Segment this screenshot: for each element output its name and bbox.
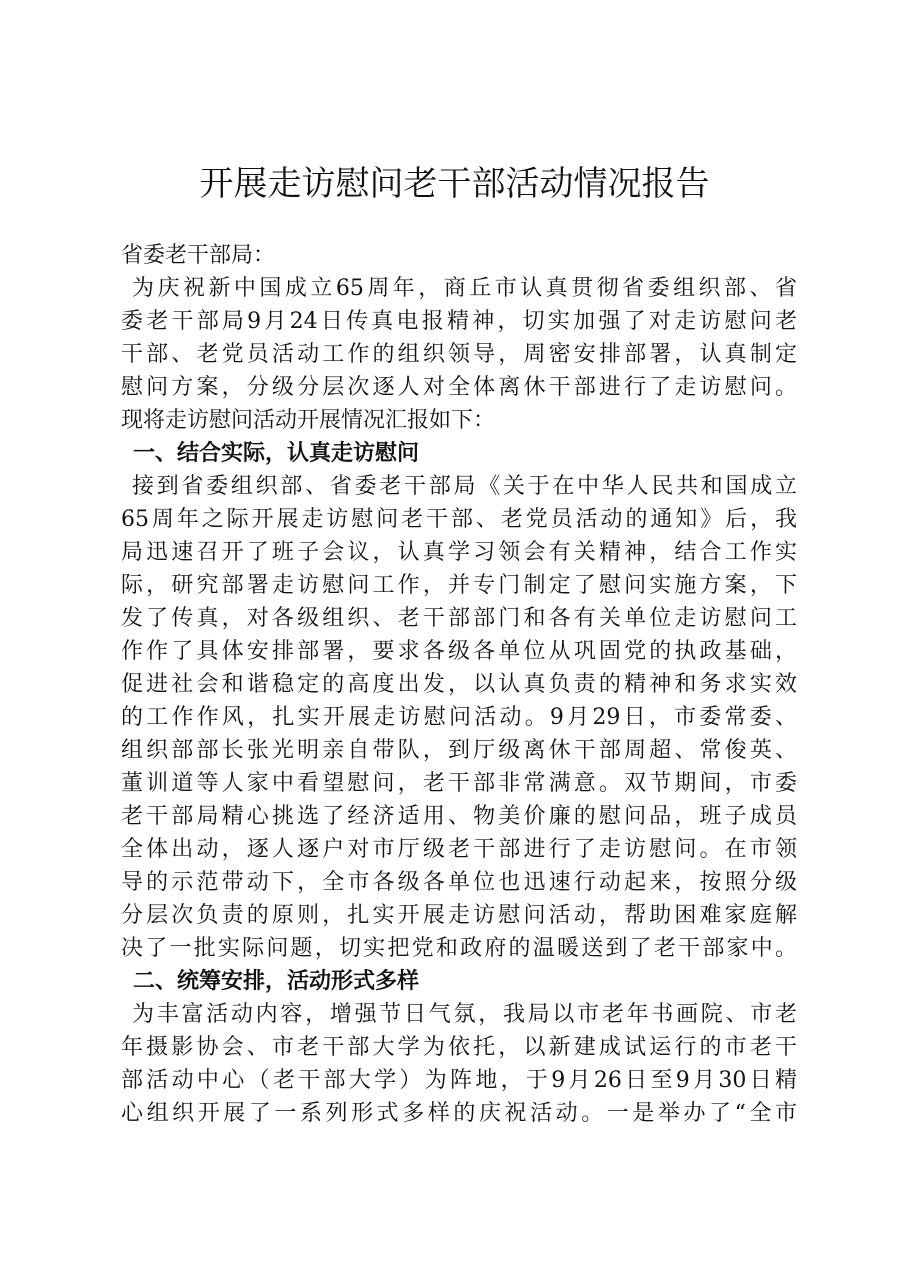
body-line: 际，研究部署走访慰问工作，并专门制定了慰问实施方案，下 [121, 573, 797, 598]
body-line: 干部、老党员活动工作的组织领导，周密安排部署，认真制定 [121, 342, 797, 367]
body-line: 董训道等人家中看望慰问，老干部非常满意。双节期间，市委 [121, 771, 797, 796]
body-line: 局迅速召开了班子会议，认真学习领会有关精神，结合工作实 [121, 540, 797, 565]
body-line: 组织部部长张光明亲自带队，到厅级离休干部周超、常俊英、 [121, 738, 797, 763]
paragraph-first-line: 接到省委组织部、省委老干部局《关于在中华人民共和国成立 [132, 474, 797, 499]
document-title: 开展走访慰问老干部活动情况报告 [199, 164, 710, 204]
section-heading: 二、统筹安排，活动形式多样 [133, 969, 420, 994]
paragraph-first-line: 为丰富活动内容，增强节日气氛，我局以市老年书画院、市老 [132, 1002, 797, 1027]
body-line: 现将走访慰问活动开展情况汇报如下： [121, 408, 496, 433]
body-line: 慰问方案，分级分层次逐人对全体离休干部进行了走访慰问。 [121, 375, 797, 400]
body-line: 全体出动，逐人逐户对市厅级老干部进行了走访慰问。在市领 [121, 837, 797, 862]
body-line: 65周年之际开展走访慰问老干部、老党员活动的通知》后，我 [121, 507, 797, 532]
body-line: 作作了具体安排部署，要求各级各单位从巩固党的执政基础， [121, 639, 797, 664]
body-line: 年摄影协会、市老干部大学为依托，以新建成试运行的市老干 [121, 1035, 797, 1060]
body-line: 发了传真，对各级组织、老干部部门和各有关单位走访慰问工 [121, 606, 797, 631]
salutation: 省委老干部局： [121, 243, 276, 268]
section-heading: 一、结合实际，认真走访慰问 [133, 441, 420, 466]
paragraph-first-line: 为庆祝新中国成立65周年，商丘市认真贯彻省委组织部、省 [132, 276, 797, 301]
body-line: 的工作作风，扎实开展走访慰问活动。9月29日，市委常委、 [121, 705, 797, 730]
body-line: 老干部局精心挑选了经济适用、物美价廉的慰问品，班子成员 [121, 804, 797, 829]
document-body [121, 239, 797, 1130]
body-line: 部活动中心（老干部大学）为阵地，于9月26日至9月30日精 [121, 1068, 797, 1093]
body-line: 导的示范带动下，全市各级各单位也迅速行动起来，按照分级 [121, 870, 797, 895]
body-line: 分层次负责的原则，扎实开展走访慰问活动，帮助困难家庭解 [121, 903, 797, 928]
body-line: 心组织开展了一系列形式多样的庆祝活动。一是举办了“全市 [121, 1101, 797, 1126]
body-line: 促进社会和谐稳定的高度出发，以认真负责的精神和务求实效 [121, 672, 797, 697]
body-line: 委老干部局9月24日传真电报精神，切实加强了对走访慰问老 [121, 309, 797, 334]
body-line: 决了一批实际问题，切实把党和政府的温暖送到了老干部家中。 [121, 936, 797, 961]
